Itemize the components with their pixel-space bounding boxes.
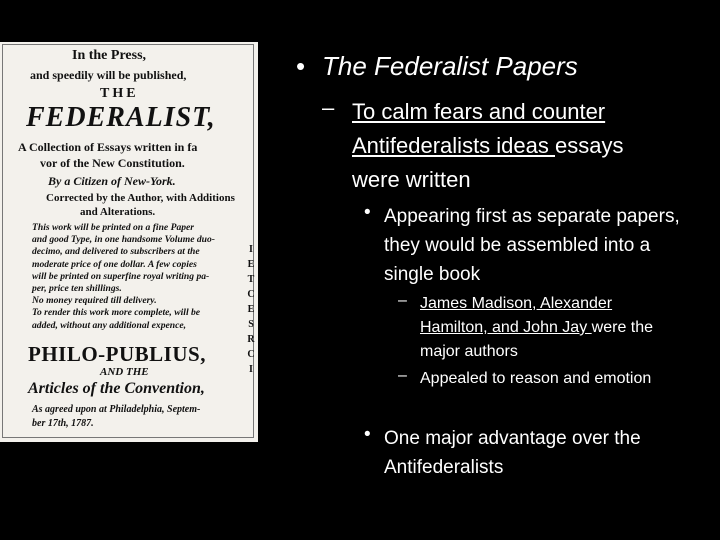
bullet-reason-emotion: Appealed to reason and emotion	[420, 370, 652, 387]
ad-line-constitution: vor of the New Constitution.	[40, 156, 185, 170]
ad-line-in-the-press: In the Press,	[72, 48, 147, 63]
bullet-calm-fears	[352, 95, 672, 197]
bullet-calm-fears-underlined: To calm fears and counter Antifederalists ideas	[352, 99, 606, 158]
ad-body-line: will be printed on superfine royal writing pa-	[32, 270, 210, 282]
ad-body-line: This work will be printed on a fine Paper	[32, 222, 195, 233]
ad-body-text	[32, 222, 244, 332]
ad-line-philo-publius: PHILO-PUBLIUS,	[28, 342, 206, 366]
ad-body-line: No money required till delivery.	[32, 295, 157, 307]
bullet-appearing-first: Appearing first as separate papers, they would be assembled into a single book	[384, 206, 680, 285]
ad-line-date: ber 17th, 1787.	[32, 418, 94, 429]
ad-line-corrected: Corrected by the Author, with Additions	[46, 192, 235, 204]
bullet-dash: –	[322, 95, 335, 120]
ad-body-line: added, without any additional expence,	[32, 319, 187, 331]
bullet-dot: •	[364, 202, 371, 223]
ad-line-the: THE	[100, 86, 139, 101]
ad-line-federalist: FEDERALIST,	[26, 102, 216, 133]
ad-line-published: and speedily will be published,	[30, 68, 187, 82]
ad-line-articles: Articles of the Convention,	[28, 380, 205, 397]
ad-body-line: To render this work more complete, will be	[32, 307, 201, 319]
ad-line-collection: A Collection of Essays written in fa	[18, 140, 198, 154]
bullet-dot: •	[364, 424, 371, 445]
bullet-calm-fears-rest: essays were written	[352, 133, 624, 192]
bullet-dash: –	[398, 292, 407, 309]
ad-body-line: decimo, and delivered to subscribers at the	[32, 246, 200, 258]
ad-body-line: moderate price of one dollar. A few copies	[32, 258, 197, 270]
federalist-advertisement-image	[0, 42, 258, 442]
ad-body-line: per, price ten shillings.	[32, 283, 122, 295]
bullet-authors	[420, 292, 670, 364]
bullet-dash: –	[398, 367, 407, 384]
ad-body-line: and good Type, in one handsome Volume duo-	[32, 234, 216, 246]
bullet-dot: •	[296, 51, 306, 81]
ad-line-citizen: By a Citizen of New-York.	[48, 174, 176, 188]
bullet-authors-underlined: James Madison, Alexander Hamilton, and John Jay	[420, 295, 613, 336]
ad-margin-letters: I E T C E S R C I	[247, 244, 255, 375]
ad-line-alterations: and Alterations.	[80, 206, 156, 218]
bullet-authors-rest: were the major authors	[420, 319, 654, 360]
bullet-major-advantage: One major advantage over the Antifederalists	[384, 428, 641, 478]
ad-line-agreed: As agreed upon at Philadelphia, Septem-	[32, 404, 201, 415]
bullet-federalist-papers: The Federalist Papers	[322, 51, 578, 81]
ad-line-and-the: AND THE	[100, 366, 149, 378]
